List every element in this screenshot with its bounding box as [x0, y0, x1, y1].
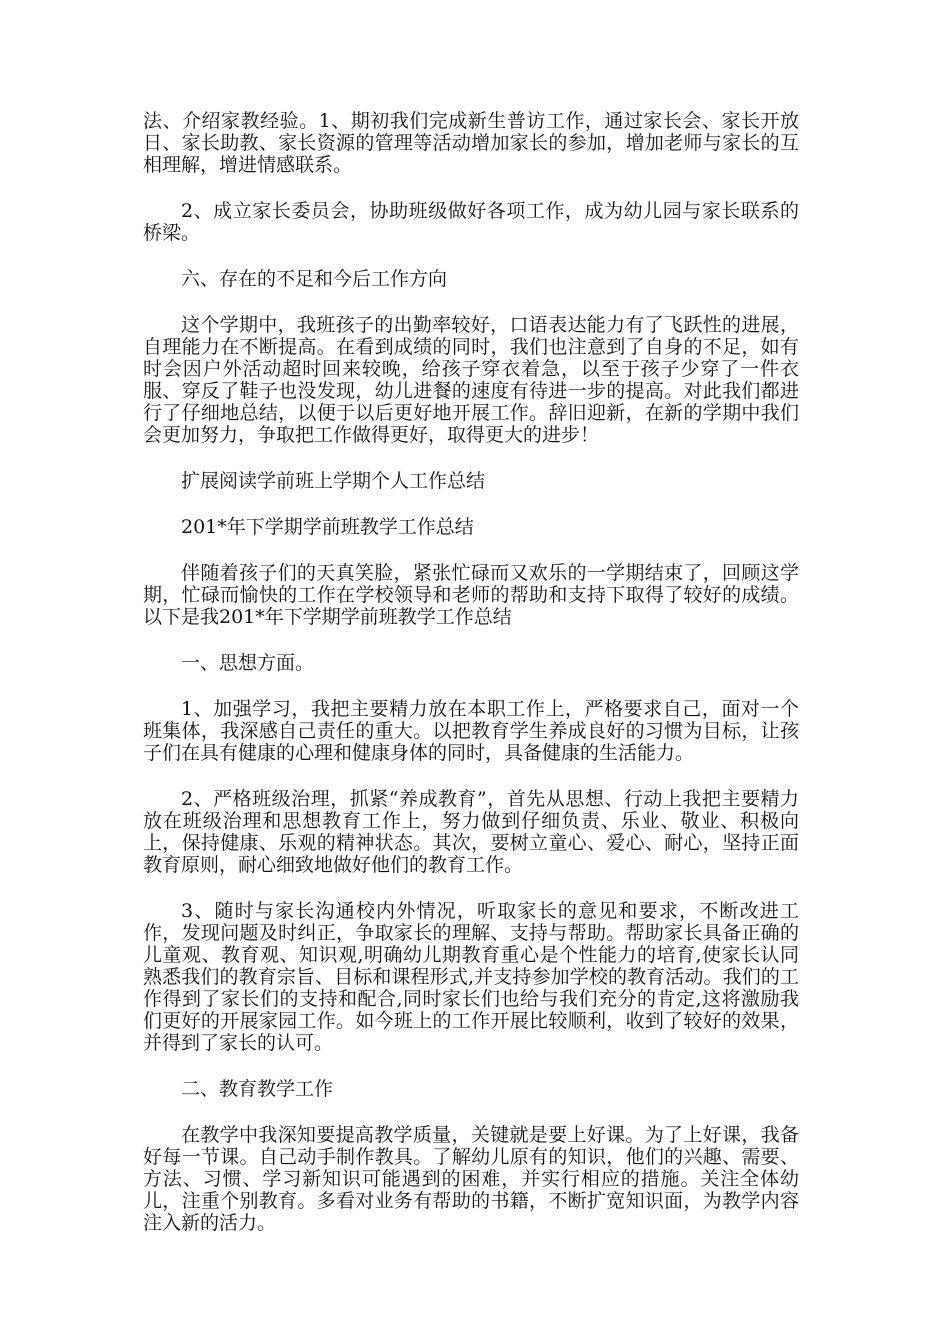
section-heading-shortcomings: 六、存在的不足和今后工作方向 — [181, 268, 448, 290]
paragraph-continuation: 法、介绍家教经验。1、期初我们完成新生普访工作，通过家长会、家长开放日、家长助教、家长资源的管理等活动增加家长的参加，增加老师与家长的互相理解，增进情感联系。 — [143, 110, 799, 176]
paragraph-class-management: 2、严格班级治理，抓紧“养成教育”，首先从思想、行动上我把主要精力放在班级治理和思想教育工作上，努力做到仔细负责、乐业、敬业、积极向上，保持健康、乐观的精神状态。其次，要树立童心、爱心、耐心，坚持正面教育原则，耐心细致地做好他们的教育工作。 — [143, 788, 799, 876]
paragraph-parent-committee: 2、成立家长委员会，协助班级做好各项工作，成为幼儿园与家长联系的桥梁。 — [143, 200, 799, 244]
summary-title: 201*年下学期学前班教学工作总结 — [181, 516, 474, 538]
section-heading-thought: 一、思想方面。 — [181, 652, 315, 674]
paragraph-shortcomings: 这个学期中，我班孩子的出勤率较好，口语表达能力有了飞跃性的进展，自理能力在不断提高。在看到成绩的同时，我们也注意到了自身的不足，如有时会因户外活动超时回来较晚，给孩子穿衣着急，以至于孩子少穿了一件衣服、穿反了鞋子也没发现，幼儿进餐的速度有待进一步的提高。对此我们都进行了仔细地总结，以便于以后更好地开展工作。辞旧迎新，在新的学期中我们会更加努力，争取把工作做得更好，取得更大的进步！ — [143, 314, 799, 446]
paragraph-teaching: 在教学中我深知要提高教学质量，关键就是要上好课。为了上好课，我备好每一节课。自己动手制作教具。了解幼儿原有的知识，他们的兴趣、需要、方法、习惯、学习新知识可能遇到的困难，并实行相应的措施。关注全体幼儿，注重个别教育。多看对业务有帮助的书籍，不断扩宽知识面，为教学内容注入新的活力。 — [143, 1124, 799, 1234]
document-body — [143, 110, 799, 1258]
paragraph-intro: 伴随着孩子们的天真笑脸，紧张忙碌而又欢乐的一学期结束了，回顾这学期，忙碌而愉快的工作在学校领导和老师的帮助和支持下取得了较好的成绩。以下是我201*年下学期学前班教学工作总结 — [143, 562, 799, 628]
section-heading-teaching: 二、教育教学工作 — [181, 1078, 334, 1100]
paragraph-parent-communication: 3、随时与家长沟通校内外情况，听取家长的意见和要求，不断改进工作，发现问题及时纠正，争取家长的理解、支持与帮助。帮助家长具备正确的儿童观、教育观、知识观,明确幼儿期教育重心是个性能力的培育,使家长认同熟悉我们的教育宗旨、目标和课程形式,并支持参加学校的教育活动。我们的工作得到了家长们的支持和配合,同时家长们也给与我们充分的肯定,这将激励我们更好的开展家园工作。如今班上的工作开展比较顺利，收到了较好的效果，并得到了家长的认可。 — [143, 900, 799, 1054]
extended-reading-title: 扩展阅读学前班上学期个人工作总结 — [181, 470, 486, 492]
paragraph-study: 1、加强学习，我把主要精力放在本职工作上，严格要求自己，面对一个班集体，我深感自己责任的重大。以把教育学生养成良好的习惯为目标，让孩子们在具有健康的心理和健康身体的同时，具备健康的生活能力。 — [143, 698, 799, 764]
